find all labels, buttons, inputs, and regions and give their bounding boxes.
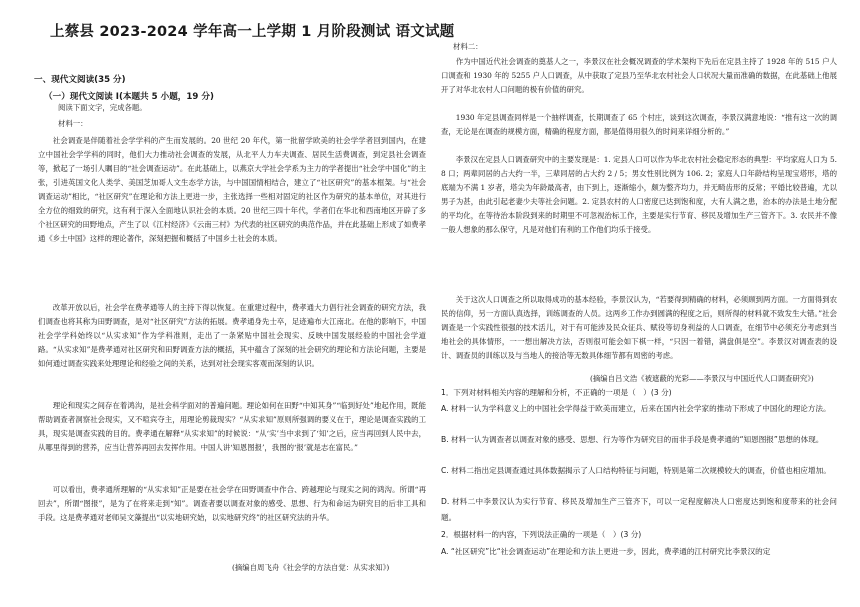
paragraph: 理论和现实之间存在着鸿沟，是社会科学面对的普遍问题。理论如何在田野“中知其身”“临到好处”地起作用，既能帮助调查者洞察社会现实，又不喧宾夺主，用理论剪裁现实？“从实求知”原则所强调的要义在于，理论是调查实践的工具，现实是调查实践的目的。费孝通在解释“从实求知”的时候说：“从‘实’当中求到了‘知’之后，应当再回到人民中去，从哪里得到的营养，应当让营养再回去发挥作用。中国人讲‘知恩图报’，我图的‘报’就是志在富民。” <box>38 401 426 453</box>
option-c: C. 材料二指出定县调查通过具体数据揭示了人口结构特征与问题，特别是第二次规模较大的调查，价值也相应增加。 <box>441 466 831 475</box>
paragraph: 改革开放以后，社会学在费孝通等人的主持下得以恢复。在重建过程中，费孝通大力倡行社会调查的研究方法，我们调查也将其称为田野调查，是对“社区研究”方法的拓展。费孝通身先士卒，足迹遍布大江南北。在他的影响下，中国社会学学科始终以“从实求知”作为学科准则，走出了一条紧贴中国社会现实、反映中国发展经验的中国社会学道路。“从实求知”是费孝通对社区研究和田野调查方法的概括，其中蕴含了深刻的社会研究的理论和方法论问题，主要是如何通过调查实践来处理理论和经验之间的关系，达到对社会现实客观而深刻的认识。 <box>38 303 426 369</box>
option-a: A. 材料一认为学科意义上的中国社会学得益于欧美而建立，后来在国内社会学家的推动下形成了中国化的理论方法。 <box>441 404 831 413</box>
paragraph: 可以看出，费孝通所理解的“从实求知”正是要在社会学在田野调查中作合、跨越理论与现实之间的鸿沟。所谓“再回去”，所谓“图报”，是为了在将来走到“知”。调查者要以调查对象的感受、思想、行为和命运为研究目的后非工具和手段。这是费孝通对老师吴文藻提出“以实地研究始，以实地研究终”的社区研究法的升华。 <box>38 485 426 523</box>
question-2: 2．根据材料一的内容，下列说法正确的一项是（ ）(3 分) <box>441 530 642 539</box>
paragraph: 社会调查是伴随着社会学学科的产生而发展的。20 世纪 20 年代，第一批留学欧美的社会学学者回到国内，在建立中国社会学学科的同时，他们大力推动社会调查的发展，从北平人力车夫调查、居民生活费调查，到定县社会调查等，掀起了一场引人瞩目的“社会调查运动”。在此基础上，以燕京大学社会学系为主力的学者提出“社会学中国化”的主张，引进英国文化人类学、美国芝加哥人文生态学方法，与中国国情相结合，建立了“社区研究”的基本框架。与“社会调查运动”相比，“社区研究”在理论和方法上更进一步，主张选择一些相对固定的社区作为研究的基本单位，对其进行全方位的细致的研究，这有利于深入全面地认识社会的本质。20 世纪三四十年代，学者们在华北和西南地区开辟了多个社区研究的田野地点，产生了以《江村经济》《云南三村》为代表的社区研究的典范作品，并在此基础上形成了如费孝通《乡土中国》这样的理论著作，深刻把握和概括了中国乡土社会的本质。 <box>38 136 427 244</box>
material-label: 材料一： <box>58 119 88 128</box>
option-d: D. 材料二中李景汉认为实行节育、移民及增加生产三管齐下，可以一定程度解决人口密度达到饱和度带来的社会问题。 <box>441 497 837 522</box>
instruction-text: 阅读下面文字，完成各题。 <box>58 103 147 112</box>
paragraph: 1930 年定县调查同样是一个抽样调查，长期调查了 65 个村庄，谈到这次调查，李景汉满意地说：“推有这一次的调查，无论是在调查的规模方面，精确的程度方面，都是值得用很久的时间来详细分析的。” <box>441 113 837 137</box>
source-citation: (摘编自周飞舟《社会学的方法自觉：从实求知》) <box>232 563 390 572</box>
paragraph: 李景汉在定县人口调查研究中的主要发现是：1. 定县人口可以作为华北农村社会稳定形态的典型：平均家庭人口为 5. 8 口；两辈同居的占大约一半，三辈同居的占大约 2 / 5；男女性别比例为 106. 2；家庭人口年龄结构呈现宝塔形，塔的底端为不满 1 岁者，塔尖为年龄最高者，由下到上，逐渐缩小，颇为整齐均力，并无畸齿形的反常；平婚比较普遍，尤以男子为甚，由此引起老妻少夫等社会问题。2. 定县农村的人口密度已达到饱和度，大有人满之患，治本的办法是土地分配的平均化，在等待治本阶段到来的时期里不可忽视治标工作，主要是实行节育、移民及增加生产三管齐下。3. 农民并不像一般人想象的那么保守，凡是对他们有利的工作他们均乐于接受。 <box>441 155 837 235</box>
subsection-heading: （一）现代文阅读 I(本题共 5 小题，19 分) <box>44 92 214 102</box>
option-b: B. 材料一认为调查者以调查对象的感受、思想、行为等作为研究目的而非手段是费孝通的“知恩图报”思想的体现。 <box>441 435 824 444</box>
question-1: 1．下列对材料相关内容的理解和分析，不正确的一项是（ ）(3 分) <box>441 388 672 397</box>
material-label: 材料二： <box>453 42 483 51</box>
paragraph: 关于这次人口调查之所以取得成功的基本经验，李景汉认为，“若要得到精确的材料，必须顾到两方面。一方面得到农民的信仰，另一方面认真选择，训练调查的人员。这两乡工作办到圆满的程度之后，则所得的材料就不致发生大错。”社会调查是一个实践性很强的技术活儿，对于有可能涉及民众征兵、赋役等切身利益的人口调查，在细节中必须充分考虑到当地社会的具体情形，一一想出解决方法，否则很可能会如下棋一样，“只因一着错，满盘俱是空”。李景汉对调查表的设计、调查员的训练以及与当地人的接洽等无数具体细节都有周密的考虑。 <box>441 295 837 361</box>
page-title: 上蔡县 2023-2024 学年高一上学期 1 月阶段测试 语文试题 <box>50 24 455 40</box>
source-citation: (摘编自吕文浩《被遮蔽的光彩——李景汉与中国近代人口调查研究》) <box>590 374 814 383</box>
paragraph: 作为中国近代社会调查的奠基人之一，李景汉在社会概况调查的学术架构下先后在定县主持了 1928 年的 515 户人口调查和 1930 年的 5255 户人口调查，从中获取了定县乃至华北农村社会人口状况大量而准确的数据，在此基础上他展开了对华北农村人口问题的极有价值的研究。 <box>441 57 837 95</box>
section-heading: 一、现代文阅读(35 分) <box>34 75 126 85</box>
option-a: A. “社区研究”比“社会调查运动”在理论和方法上更进一步，因此，费孝通的江村研究比李景汉的定 <box>441 547 771 556</box>
